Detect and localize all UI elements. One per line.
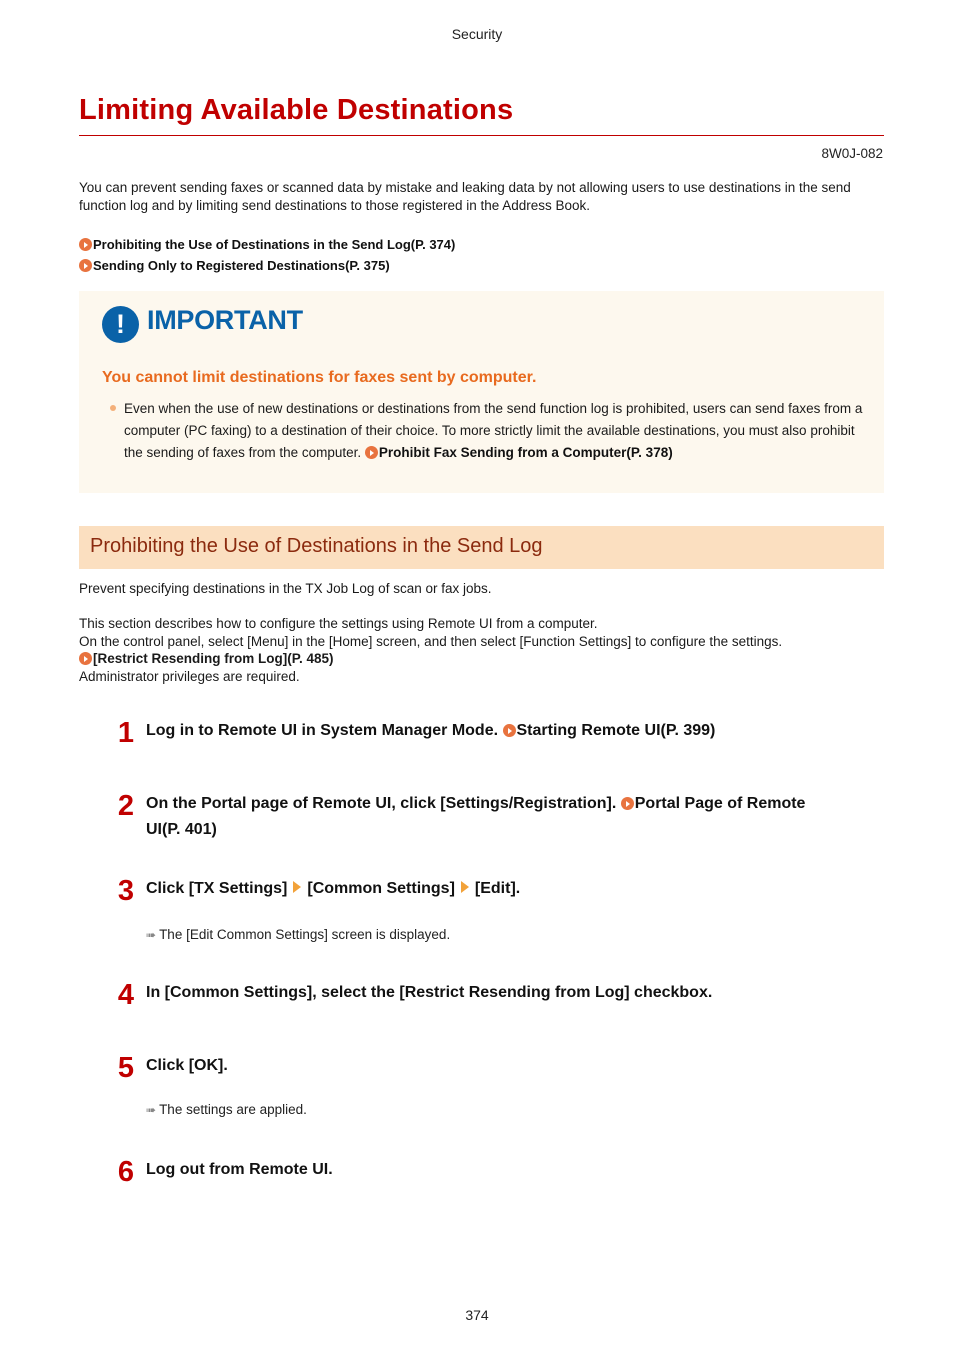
section-description — [79, 615, 884, 685]
important-body — [124, 398, 864, 464]
intro-paragraph: You can prevent sending faxes or scanned data by mistake and leaking data by not allowing users to use destinations in the send function log and by limiting send destinations to those registered in the Address Book. — [79, 180, 851, 213]
step-number: 2 — [117, 790, 135, 822]
link-starting-remote-ui[interactable]: Starting Remote UI(P. 399) — [516, 722, 716, 739]
step-text — [146, 791, 836, 843]
link-label: Sending Only to Registered Destinations(P. 375) — [93, 258, 390, 273]
result-text: The [Edit Common Settings] screen is displayed. — [159, 927, 451, 942]
step-text — [146, 718, 846, 744]
step-text — [146, 876, 846, 902]
menu-arrow-icon — [461, 881, 469, 893]
menu-item-edit: [Edit]. — [474, 880, 521, 897]
link-portal-page[interactable]: Portal Page of Remote UI(P. 401) — [146, 795, 806, 838]
link-arrow-icon — [79, 259, 92, 272]
step-text: Click [OK]. — [146, 1057, 228, 1074]
step-number: 5 — [117, 1052, 135, 1084]
result-text: The settings are applied. — [159, 1102, 307, 1117]
step-result — [146, 1102, 307, 1117]
desc-line-3: Administrator privileges are required. — [79, 668, 300, 684]
step-result — [146, 927, 450, 942]
important-text: Even when the use of new destinations or destinations from the send function log is prohibited, users can send faxes from a computer (PC faxing) to a destination of their choice. To more strictly limit the available destinations, you must also prohibit the sending of faxes from the computer. — [124, 401, 863, 460]
link-arrow-icon — [621, 797, 634, 810]
result-arrow-icon: ➠ — [146, 928, 157, 942]
exclamation-icon: ! — [102, 306, 139, 343]
topic-links — [79, 234, 455, 276]
link-label: Prohibiting the Use of Destinations in the Send Log(P. 374) — [93, 237, 456, 252]
running-header: Security — [451, 26, 503, 42]
important-title: IMPORTANT — [147, 305, 303, 335]
link-restrict-resending[interactable] — [79, 650, 884, 668]
link-arrow-icon — [79, 238, 92, 251]
section-intro: Prevent specifying destinations in the TX Job Log of scan or fax jobs. — [79, 581, 492, 596]
step-instruction: On the Portal page of Remote UI, click [Settings/Registration]. — [146, 795, 617, 812]
step-number: 3 — [117, 875, 135, 907]
link-arrow-icon — [365, 446, 378, 459]
page-number: 374 — [465, 1307, 489, 1323]
important-heading: You cannot limit destinations for faxes sent by computer. — [102, 369, 537, 386]
link-arrow-icon — [503, 724, 516, 737]
desc-line-2: On the control panel, select [Menu] in the [Home] screen, and then select [Function Settings] to configure the settings. — [79, 633, 783, 649]
menu-item-common-settings: [Common Settings] — [307, 880, 455, 897]
link-label: [Restrict Resending from Log](P. 485) — [93, 651, 334, 666]
page-title: Limiting Available Destinations — [79, 94, 514, 126]
step-instruction: Log in to Remote UI in System Manager Mode. — [146, 722, 499, 739]
step-number: 6 — [117, 1156, 135, 1188]
important-notice — [79, 291, 884, 493]
step-text: Log out from Remote UI. — [146, 1161, 333, 1178]
step-text: In [Common Settings], select the [Restrict Resending from Log] checkbox. — [146, 984, 713, 1001]
result-arrow-icon: ➠ — [146, 1103, 157, 1117]
bullet-dot-icon — [110, 405, 116, 411]
section-title: Prohibiting the Use of Destinations in the Send Log — [90, 535, 543, 557]
desc-line-1: This section describes how to configure the settings using Remote UI from a computer. — [79, 616, 598, 631]
link-arrow-icon — [79, 652, 92, 665]
menu-arrow-icon — [293, 881, 301, 893]
document-id: 8W0J-082 — [821, 146, 883, 161]
step-number: 4 — [117, 979, 135, 1011]
link-prohibiting-send-log[interactable] — [79, 234, 455, 255]
section-header — [79, 526, 884, 569]
step-number: 1 — [117, 717, 135, 749]
link-registered-destinations[interactable] — [79, 255, 455, 276]
menu-item-tx-settings: Click [TX Settings] — [146, 880, 288, 897]
title-divider — [79, 135, 884, 136]
link-prohibit-fax-sending[interactable]: Prohibit Fax Sending from a Computer(P. 378) — [378, 445, 673, 460]
